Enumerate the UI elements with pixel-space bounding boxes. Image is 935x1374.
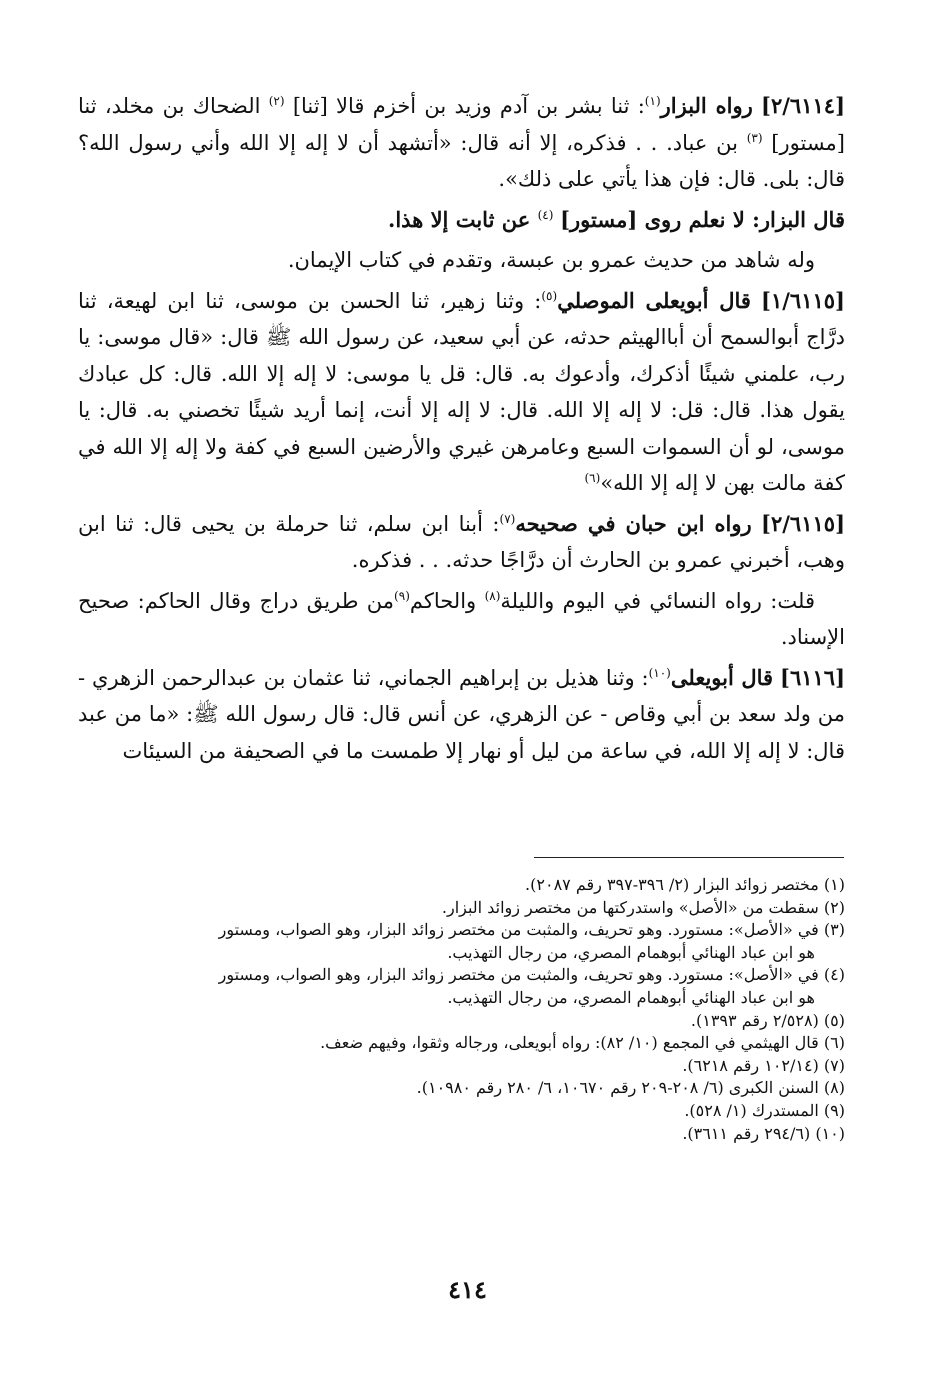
- footnote-3-continued: هو ابن عباد الهنائي أبوهمام المصري، من رجال التهذيب.: [447, 942, 815, 962]
- note-text: من طريق دراج وقال الحاكم: صحيح الإسناد.: [78, 588, 845, 649]
- hadith-ref: [٦١١٦]: [780, 664, 845, 690]
- paragraph-qultu: [78, 583, 845, 656]
- paragraph-6115-2: [78, 506, 845, 579]
- note-text: قلت: رواه النسائي في اليوم والليلة: [500, 588, 815, 613]
- footnote-2: (٢) سقطت من «الأصل» واستدركتها من مختصر زوائد البزار.: [441, 897, 845, 917]
- page-number: ٤١٤: [448, 1275, 487, 1304]
- hadith-text: الضحاك بن مخلد، ثنا [مستور]: [78, 94, 845, 155]
- hadith-text: : أبنا ابن سلم، ثنا حرملة بن يحيى قال: ثنا ابن وهب، أخبرني عمرو بن الحارث أن درَّاجًا حدثه. . . فذكره.: [78, 511, 845, 572]
- hadith-source: قال أبويعلى: [670, 664, 774, 690]
- hadith-text: : وثنا هذيل بن إبراهيم الجماني، ثنا عثمان بن عبدالرحمن الزهري - من ولد سعد بن أبي وقاص - عن الزهري، عن أنس قال: قال رسول الله ﷺ: «ما من عبد قال: لا إله إلا الله، في ساعة من ليل أو نهار إلا طمست ما في الصحيفة من السيئات: [78, 665, 845, 763]
- hadith-ref: [٢/٦١١٥]: [761, 510, 845, 536]
- main-text: [78, 88, 845, 769]
- footnote-marker: (٦): [584, 471, 601, 485]
- footnote-marker: (١): [644, 94, 661, 108]
- footnote-6: (٦) قال الهيثمي في المجمع (١٠/ ٨٢): رواه أبويعلى، ورجاله وثقوا، وفيهم ضعف.: [320, 1033, 845, 1053]
- hadith-text: : وثنا زهير، ثنا الحسن بن موسى، ثنا ابن لهيعة، ثنا درَّاج أبوالسمح أن أباالهيثم حدثه، عن أبي سعيد، عن رسول الله ﷺ قال: «قال موسى: يا رب، علمني شيئًا أذكرك، وأدعوك به. قال: قل يا موسى: لا إله إلا الله. قال: كل عبادك يقول هذا. قال: قل: لا إله إلا الله. قال: لا إله إلا أنت، إنما أريد شيئًا تخصني به. قال: يا موسى، لو أن السموات السبع وعامرهن غيري والأرضين السبع في كفة ولا إله إلا الله في كفة مالت بهن لا إله إلا الله»: [78, 288, 845, 495]
- footnote-7: (٧) (١٠٢/١٤ رقم ٦٢١٨).: [682, 1055, 845, 1075]
- hadith-ref: [١/٦١١٥]: [761, 287, 845, 313]
- footnote-9: (٩) المستدرك (١/ ٥٢٨).: [684, 1100, 845, 1120]
- footnote-marker: (٨): [484, 588, 501, 603]
- footnote-marker: (٥): [541, 288, 558, 303]
- footnote-1: (١) مختصر زوائد البزار (٢/ ٣٩٦-٣٩٧ رقم ٢٠٨٧).: [525, 875, 845, 894]
- hadith-text: بن عباد. . . فذكره، إلا أنه قال: «أتشهد أن لا إله إلا الله وأني رسول الله؟ قال: بلى. قال: فإن هذا يأتي على ذلك».: [78, 130, 845, 191]
- footnote-marker: (١٠): [648, 665, 671, 680]
- hadith-source: رواه البزار: [660, 93, 753, 118]
- footnotes: [78, 874, 845, 1145]
- footnote-5: (٥) (٢/٥٢٨ رقم ١٣٩٣).: [690, 1010, 845, 1030]
- footnote-marker: (٣): [746, 130, 763, 145]
- footnote-8: (٨) السنن الكبرى (٦/ ٢٠٨-٢٠٩ رقم ١٠٦٧٠، ٦/ ٢٨٠ رقم ١٠٩٨٠).: [416, 1078, 845, 1098]
- hadith-ref: [٢/٦١١٤]: [761, 93, 845, 118]
- paragraph-6114-2: [78, 88, 845, 198]
- footnote-marker: (٧): [499, 511, 516, 526]
- footnote-marker: (٤): [537, 207, 554, 222]
- paragraph-6116: [78, 660, 845, 770]
- paragraph-6115-1: [78, 283, 845, 502]
- hadith-text: : ثنا بشر بن آدم وزيد بن أخزم قالا [ثنا]: [292, 94, 645, 118]
- hadith-source: قال أبويعلى الموصلي: [557, 287, 751, 313]
- footnote-10: (١٠) (٢٩٤/٦ رقم ٣٦١١).: [682, 1123, 845, 1143]
- footnote-4: (٤) في «الأصل»: مستورد. وهو تحريف، والمثبت من مختصر زوائد البزار، وهو الصواب، ومستور: [218, 965, 845, 985]
- footnote-marker: (٢): [268, 94, 285, 108]
- paragraph-shahid: وله شاهد من حديث عمرو بن عبسة، وتقدم في كتاب الإيمان.: [287, 248, 815, 272]
- paragraph-bazzar-comment: [78, 202, 845, 239]
- footnote-marker: (٩): [394, 588, 410, 603]
- footnote-3: (٣) في «الأصل»: مستورد. وهو تحريف، والمثبت من مختصر زوائد البزار، وهو الصواب، ومستور: [218, 920, 845, 940]
- comment-text: قال البزار: لا نعلم روى [مستور]: [560, 206, 845, 232]
- footnote-separator: [534, 857, 844, 858]
- hadith-source: رواه ابن حبان في صحيحه: [515, 510, 752, 536]
- comment-text: عن ثابت إلا هذا.: [388, 206, 538, 232]
- note-text: والحاكم: [409, 588, 485, 613]
- footnote-4-continued: هو ابن عباد الهنائي أبوهمام المصري، من رجال التهذيب.: [447, 987, 815, 1007]
